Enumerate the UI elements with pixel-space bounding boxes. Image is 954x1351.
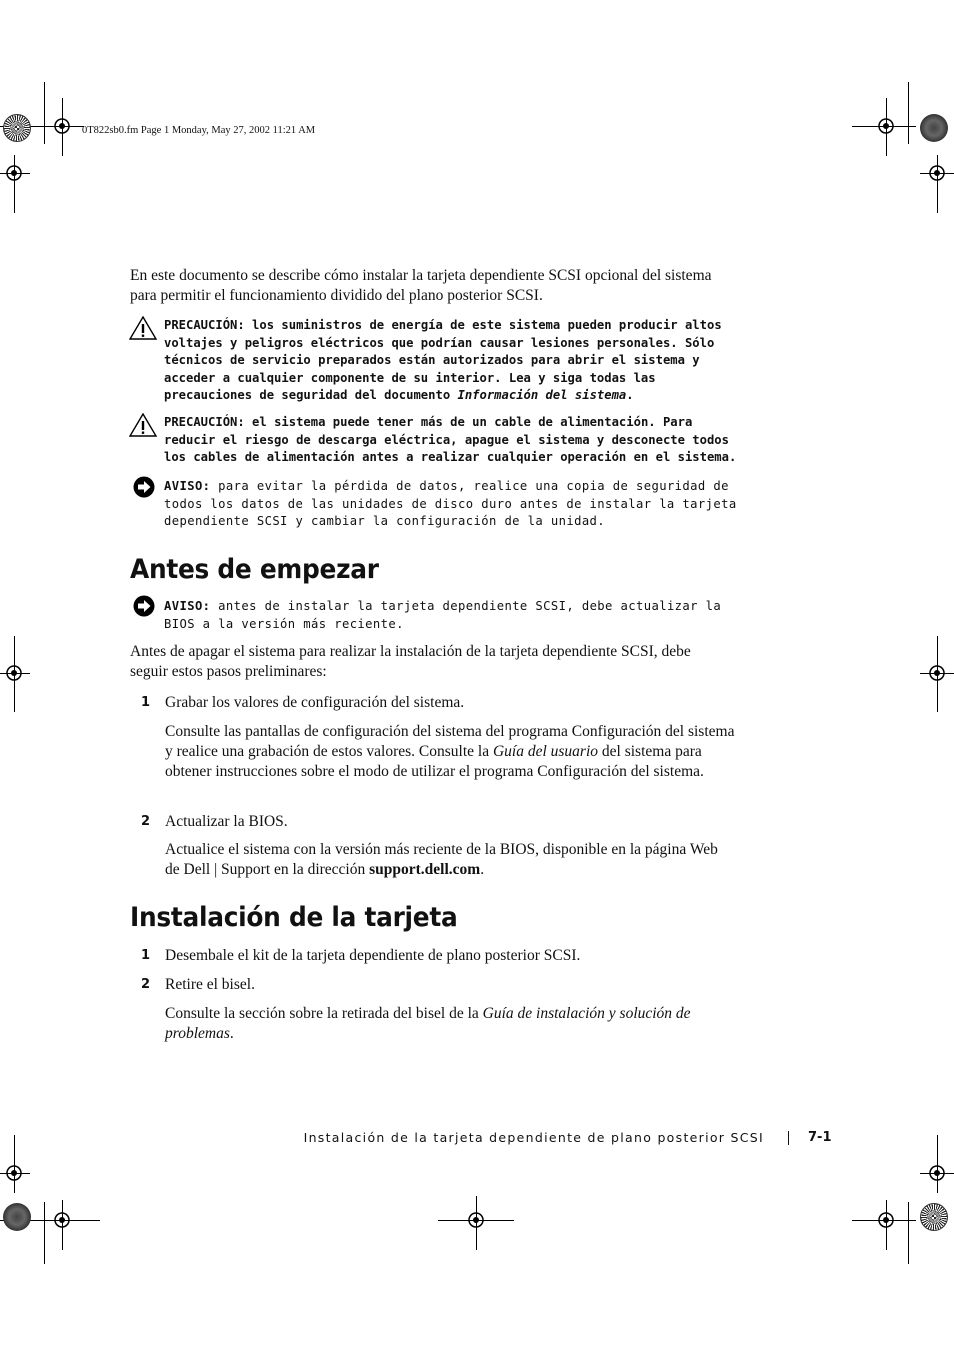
section-heading-instalacion: Instalación de la tarjeta (130, 902, 458, 933)
step-number: 2 (141, 814, 151, 829)
notice-arrow-icon (133, 476, 155, 498)
page-number: 7-1 (808, 1130, 832, 1145)
guide-title: Guía de instalación y solución de problemas (165, 1005, 691, 1042)
step-text: Desembale el kit de la tarjeta dependiente de plano posterior SCSI. (165, 947, 581, 964)
caution-notice-2 (164, 414, 739, 467)
step-number: 1 (141, 948, 151, 963)
caution-label: PRECAUCIÓN: (164, 318, 245, 332)
caution-text: los suministros de energía de este sistema pueden producir altos voltajes y peligros eléctricos que podrían causar lesiones personales. Sólo técnicos de servicio preparados están autorizados para abrir el sistema y acceder a cualquier componente de su interior. Lea y siga todas las precauciones de seguridad del documento (164, 318, 722, 402)
caution-label: PRECAUCIÓN: (164, 415, 245, 429)
caution-doc-title: Información del sistema (457, 388, 627, 402)
aviso-label: AVISO: (164, 599, 211, 613)
aviso-label: AVISO: (164, 479, 211, 493)
warning-triangle-icon (129, 413, 157, 437)
file-slug: 0T822sb0.fm Page 1 Monday, May 27, 2002 11:21 AM (82, 125, 316, 136)
footer-chapter-title: Instalación de la tarjeta dependiente de plano posterior SCSI (303, 1130, 764, 1145)
step-text: Actualizar la BIOS. (165, 813, 288, 830)
intro-paragraph: En este documento se describe cómo instalar la tarjeta dependiente SCSI opcional del sistema para permitir el funcionamiento dividido del plano posterior SCSI. (130, 267, 712, 304)
step-detail: Consulte la sección sobre la retirada del bisel de la Guía de instalación y solución de problemas. (165, 1005, 691, 1042)
caution-text: el sistema puede tener más de un cable de alimentación. Para reducir el riesgo de descarga eléctrica, apague el sistema y desconecte todos los cables de alimentación antes a realizar cualquier operación en el sistema. (164, 415, 737, 464)
step-detail: Actualice el sistema con la versión más reciente de la BIOS, disponible en la página Web de Dell | Support en la dirección support.dell.com. (165, 841, 718, 878)
guide-title: Guía del usuario (492, 743, 599, 760)
step-text: Grabar los valores de configuración del sistema. (165, 694, 465, 711)
step-number: 2 (141, 977, 151, 992)
warning-triangle-icon (129, 316, 157, 340)
support-link[interactable]: support.dell.com (369, 861, 481, 878)
step-number: 1 (141, 695, 151, 710)
aviso-text: antes de instalar la tarjeta dependiente SCSI, debe actualizar la BIOS a la versión más reciente. (164, 599, 722, 631)
section-heading-antes: Antes de empezar (130, 554, 379, 585)
caution-notice-1: PRECAUCIÓN: los suministros de energía de este sistema pueden producir altos voltajes y peligros eléctricos que podrían causar lesiones personales. Sólo técnicos de servicio preparados están autorizados para abrir el sistema y acceder a cualquier componente de su interior. Lea y siga todas las precauciones de seguridad del documento Información del sistema. (164, 318, 722, 402)
aviso-text: para evitar la pérdida de datos, realice una copia de seguridad de todos los datos de las unidades de disco duro antes de instalar la tarjeta dependiente SCSI y cambiar la configuración de la unidad. (164, 479, 737, 528)
step-text: Retire el bisel. (165, 976, 255, 993)
aviso-notice-2 (164, 598, 739, 633)
section1-intro: Antes de apagar el sistema para realizar la instalación de la tarjeta dependiente SCSI, debe seguir estos pasos preliminares: (130, 643, 691, 680)
step-detail: Consulte las pantallas de configuración del sistema del programa Configuración del sistema y realice una grabación de estos valores. Consulte la Guía del usuario del sistema para obtener instrucciones sobre el modo de utilizar el programa Configuración del sistema. (165, 723, 735, 780)
notice-arrow-icon (133, 595, 155, 617)
footer-separator (788, 1131, 789, 1145)
aviso-notice-1 (164, 478, 739, 531)
